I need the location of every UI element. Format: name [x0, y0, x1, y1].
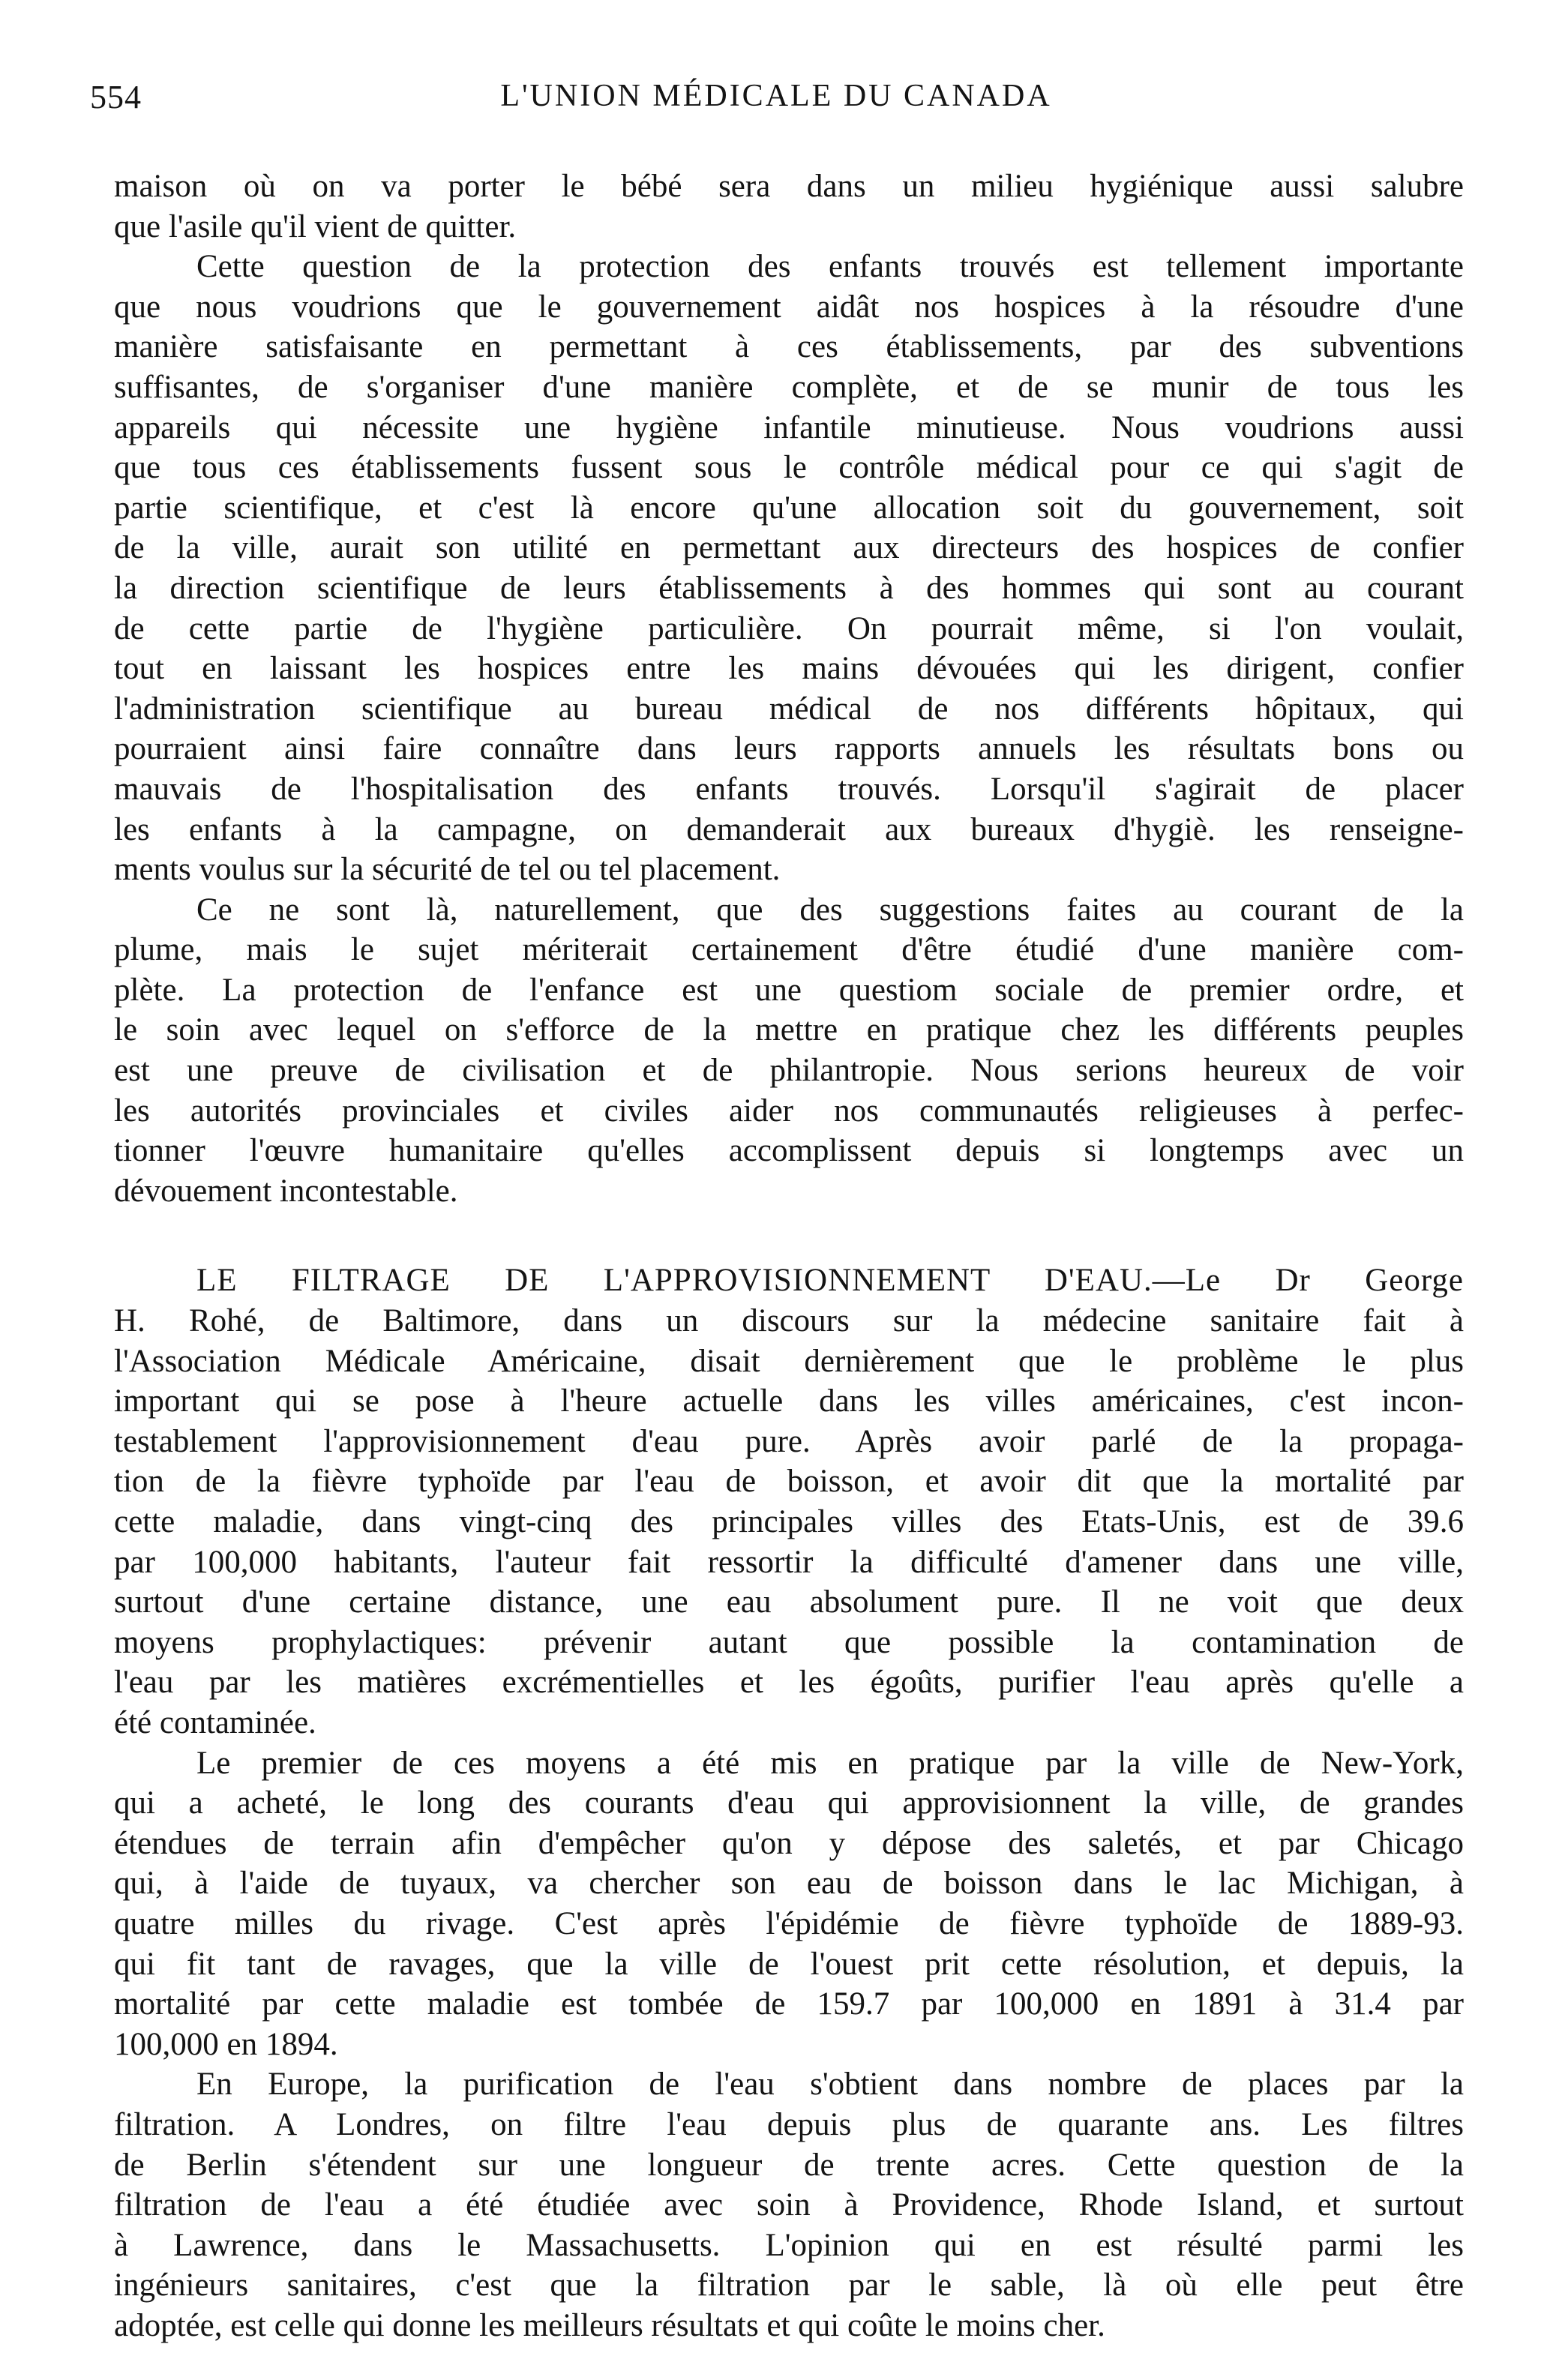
text-line: le soin avec lequel on s'efforce de la mettre en pratique chez les différents peuples [114, 1012, 1464, 1048]
text-line: pourraient ainsi faire connaître dans leurs rapports annuels les résultats bons ou [114, 731, 1464, 767]
paragraph [114, 166, 1464, 247]
text-line: été contaminée. [114, 1704, 316, 1740]
text-line: manière satisfaisante en permettant à ces établissements, par des subventions [114, 329, 1464, 365]
text-line: quatre milles du rivage. C'est après l'épidémie de fièvre typhoïde de 1889-93. [114, 1905, 1464, 1941]
text-line: qui fit tant de ravages, que la ville de l'ouest prit cette résolution, et depuis, la [114, 1946, 1464, 1982]
text-line: que l'asile qu'il vient de quitter. [114, 208, 517, 244]
text-line: de cette partie de l'hygiène particulière. On pourrait même, si l'on voulait, [114, 610, 1464, 646]
text-line: adoptée, est celle qui donne les meilleurs résultats et qui coûte le moins cher. [114, 2307, 1105, 2343]
paragraph [114, 890, 1464, 1212]
text-line: important qui se pose à l'heure actuelle dans les villes américaines, c'est incon- [114, 1383, 1464, 1419]
text-line: moyens prophylactiques: prévenir autant que possible la contamination de [114, 1624, 1464, 1660]
text-line: dévouement incontestable. [114, 1173, 458, 1209]
text-line: 100,000 en 1894. [114, 2026, 338, 2062]
page-number: 554 [90, 79, 142, 115]
text-line: ments voulus sur la sécurité de tel ou tel placement. [114, 852, 781, 888]
text-line: filtration de l'eau a été étudiée avec soin à Providence, Rhode Island, et surtout [114, 2187, 1464, 2223]
text-line: qui a acheté, le long des courants d'eau qui approvisionnent la ville, de grandes [114, 1785, 1464, 1821]
text-line: la direction scientifique de leurs établissements à des hommes qui sont au courant [114, 570, 1464, 606]
text-line: appareils qui nécessite une hygiène infantile minutieuse. Nous voudrions aussi [114, 409, 1464, 445]
text-line: tionner l'œuvre humanitaire qu'elles accomplissent depuis si longtemps avec un [114, 1133, 1464, 1169]
text-line: filtration. A Londres, on filtre l'eau depuis plus de quarante ans. Les filtres [114, 2106, 1464, 2142]
article-body [114, 166, 1464, 2346]
text-line: ingénieurs sanitaires, c'est que la filtration par le sable, là où elle peut être [114, 2268, 1464, 2304]
text-line: que tous ces établissements fussent sous le contrôle médical pour ce qui s'agit de [114, 450, 1464, 486]
text-line: H. Rohé, de Baltimore, dans un discours sur la médecine sanitaire fait à [114, 1303, 1464, 1339]
text-line: surtout d'une certaine distance, une eau absolument pure. Il ne voit que deux [114, 1584, 1464, 1620]
section-heading-line: LE FILTRAGE DE L'APPROVISIONNEMENT D'EAU.—Le Dr George [196, 1263, 1464, 1299]
running-head: L'UNION MÉDICALE DU CANADA [500, 79, 1052, 113]
text-line: de la ville, aurait son utilité en permettant aux directeurs des hospices de confier [114, 530, 1464, 566]
text-line: suffisantes, de s'organiser d'une manière complète, et de se munir de tous les [114, 369, 1464, 405]
text-line: l'administration scientifique au bureau médical de nos différents hôpitaux, qui [114, 691, 1464, 727]
text-line: les autorités provinciales et civiles aider nos communautés religieuses à perfec- [114, 1093, 1464, 1129]
text-line: Le premier de ces moyens a été mis en pratique par la ville de New-York, [196, 1745, 1464, 1781]
text-line: testablement l'approvisionnement d'eau pure. Après avoir parlé de la propaga- [114, 1423, 1464, 1459]
text-line: Ce ne sont là, naturellement, que des suggestions faites au courant de la [196, 892, 1464, 928]
text-line: Cette question de la protection des enfants trouvés est tellement importante [196, 249, 1464, 285]
section-spacer [114, 1211, 1464, 1260]
text-line: En Europe, la purification de l'eau s'obtient dans nombre de places par la [196, 2067, 1464, 2103]
paragraph [114, 1260, 1464, 1743]
text-line: tion de la fièvre typhoïde par l'eau de boisson, et avoir dit que la mortalité par [114, 1464, 1464, 1500]
text-line: cette maladie, dans vingt-cinq des principales villes des Etats-Unis, est de 39.6 [114, 1504, 1464, 1539]
paragraph [114, 2064, 1464, 2346]
text-line: maison où on va porter le bébé sera dans un milieu hygiénique aussi salubre [114, 169, 1464, 204]
text-line: mortalité par cette maladie est tombée de 159.7 par 100,000 en 1891 à 31.4 par [114, 1986, 1464, 2022]
text-line: les enfants à la campagne, on demanderait aux bureaux d'hygiè. les renseigne- [114, 811, 1464, 847]
paragraph [114, 247, 1464, 890]
text-line: l'eau par les matières excrémentielles et les égoûts, purifier l'eau après qu'elle a [114, 1665, 1464, 1701]
text-line: partie scientifique, et c'est là encore qu'une allocation soit du gouvernement, soit [114, 490, 1464, 526]
text-line: par 100,000 habitants, l'auteur fait ressortir la difficulté d'amener dans une ville, [114, 1544, 1464, 1580]
text-line: étendues de terrain afin d'empêcher qu'on y dépose des saletés, et par Chicago [114, 1825, 1464, 1861]
text-line: mauvais de l'hospitalisation des enfants trouvés. Lorsqu'il s'agirait de placer [114, 771, 1464, 807]
text-line: plume, mais le sujet mériterait certainement d'être étudié d'une manière com- [114, 932, 1464, 968]
text-line: est une preuve de civilisation et de philantropie. Nous serions heureux de voir [114, 1053, 1464, 1089]
text-line: que nous voudrions que le gouvernement aidât nos hospices à la résoudre d'une [114, 289, 1464, 325]
text-line: plète. La protection de l'enfance est une questiom sociale de premier ordre, et [114, 972, 1464, 1008]
text-line: qui, à l'aide de tuyaux, va chercher son eau de boisson dans le lac Michigan, à [114, 1866, 1464, 1902]
text-line: de Berlin s'étendent sur une longueur de trente acres. Cette question de la [114, 2147, 1464, 2183]
paragraph [114, 1743, 1464, 2065]
text-line: l'Association Médicale Américaine, disait dernièrement que le problème le plus [114, 1343, 1464, 1379]
text-line: tout en laissant les hospices entre les mains dévouées qui les dirigent, confier [114, 651, 1464, 687]
text-line: à Lawrence, dans le Massachusetts. L'opinion qui en est résulté parmi les [114, 2227, 1464, 2263]
page-header [90, 78, 1462, 130]
